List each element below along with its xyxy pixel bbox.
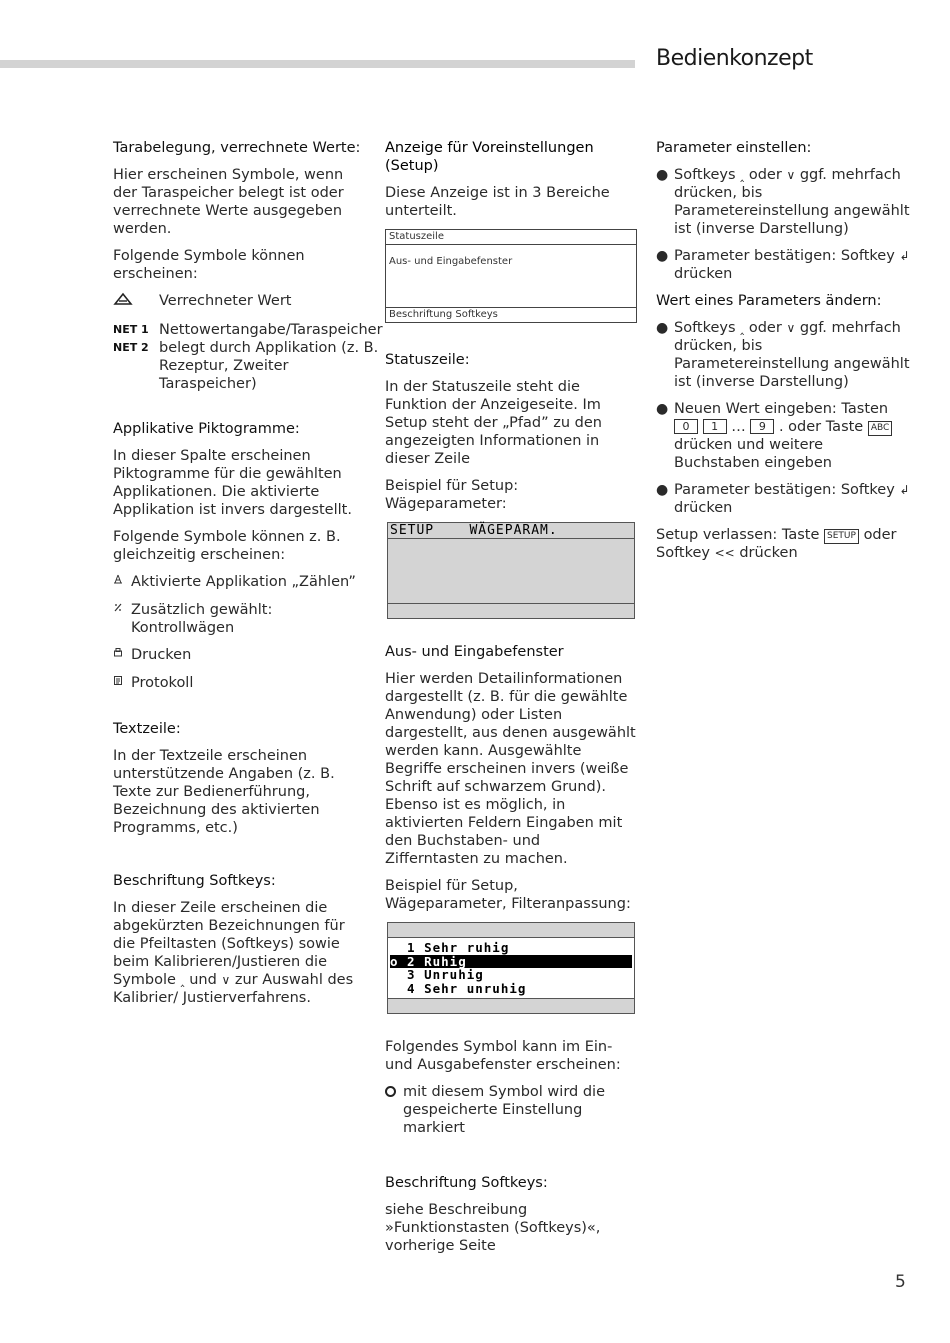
net1-icon: NET 1 (113, 323, 149, 336)
lcd-window (388, 539, 634, 604)
page-title: Bedienkonzept (656, 46, 813, 71)
pikto-item (113, 674, 363, 693)
symbol-net-label: Nettowertangabe/Taraspeicher belegt durch Applikation (z. B. Rezeptur, Zweiter Taraspeicher) (159, 322, 383, 392)
pikto-item-label: Protokoll (131, 675, 194, 691)
bullet-icon: ● (656, 248, 669, 264)
column-2 (385, 139, 638, 1264)
lcd-status-line: SETUP WÄGEPARAM. (388, 523, 634, 539)
symbol-verrechnet-row (113, 292, 363, 312)
tara-symbols-intro: Folgende Symbole können erscheinen: (113, 248, 305, 282)
checkweighing-icon (113, 601, 131, 620)
page-number: 5 (895, 1272, 906, 1292)
pikto-item-label: Zusätzlich gewählt: Kontrollwägen (131, 602, 273, 636)
calc-warning-icon (113, 292, 159, 312)
saved-setting-icon (385, 1083, 403, 1137)
counting-icon (113, 573, 131, 592)
key-1: 1 (703, 419, 727, 434)
key-9: 9 (750, 419, 774, 434)
bullet-item: ● Softkeys ‸ oder ∨ ggf. mehrfach drücken, bis Parametereinstellung angewählt ist (inverse Darstellung) (656, 167, 910, 237)
bullet-item: ● Softkeys ‸ oder ∨ ggf. mehrfach drücken, bis Parametereinstellung angewählt ist (inverse Darstellung) (656, 320, 910, 390)
lcd-list-item: 4 Sehr unruhig (390, 980, 527, 996)
textline-text: In der Textzeile erscheinen unterstützende Angaben (z. B. Texte zur Bedienerführung, Bezeichnung des aktivierten Programms, etc.) (113, 748, 335, 836)
bullet-icon: ● (656, 167, 669, 183)
tara-heading: Tarabelegung, verrechnete Werte: (113, 140, 361, 156)
symbol-text: mit diesem Symbol wird die gespeicherte Einstellung markiert (403, 1084, 605, 1136)
net2-icon: NET 2 (113, 341, 149, 354)
diagram-status: Statuszeile (389, 231, 444, 242)
lcd-status-line (388, 923, 634, 938)
key-dot: . (778, 419, 784, 435)
back-icon: << (714, 546, 735, 560)
lcd-softkeys (388, 998, 634, 1013)
symbol-net-row (113, 321, 383, 393)
diagram-window: Aus- und Eingabefenster (386, 244, 636, 308)
header-rule (0, 60, 635, 68)
pikto-item-label: Aktivierte Applikation „Zählen” (131, 574, 356, 590)
softkeys-heading: Beschriftung Softkeys: (113, 873, 276, 889)
enter-icon: ↲ (899, 483, 910, 497)
bullet-icon: ● (656, 320, 669, 336)
lcd-setup-example (387, 522, 635, 619)
pikto-item-label: Drucken (131, 647, 192, 663)
key-setup: SETUP (824, 529, 859, 544)
down-arrow-icon: ∨ (786, 168, 796, 182)
status-text: In der Statuszeile steht die Funktion der Anzeigeseite. Im Setup steht der „Pfad” zu den angezeigten Informationen in dieser Zeile (385, 379, 602, 467)
window-text: Hier werden Detailinformationen dargestellt (z. B. für die gewählte Anwendung) oder Listen dargestellt, aus denen ausgewählt werden kann. Ausgewählte Begriffe erscheinen invers (weiße Schrift auf schwarzem Grund). Ebenso ist es möglich, in aktivierten Feldern Eingaben mit den Buchstaben- und Zifferntasten zu machen. (385, 671, 636, 867)
param-heading: Parameter einstellen: (656, 140, 812, 156)
pikto-item (113, 601, 363, 637)
down-arrow-icon: ∨ (221, 973, 231, 987)
bullet-item: ● Parameter bestätigen: Softkey ↲ drücken (656, 248, 910, 282)
symbol-row (385, 1083, 638, 1137)
pikto-symbols-intro: Folgende Symbole können z. B. gleichzeitig erscheinen: (113, 529, 341, 563)
enter-icon: ↲ (899, 249, 910, 263)
protocol-icon (113, 674, 131, 693)
lcd-list-item-selected: o 2 Ruhig (390, 955, 632, 969)
print-icon (113, 646, 131, 665)
setup-intro: Diese Anzeige ist in 3 Bereiche unterteilt. (385, 185, 610, 219)
tara-text: Hier erscheinen Symbole, wenn der Taraspeicher belegt ist oder verrechnete Werte ausgegeben werden. (113, 167, 344, 237)
softkeys-text: In dieser Zeile erscheinen die abgekürzten Bezeichnungen für die Pfeiltasten (Softkeys) sowie beim Kalibrieren/Justieren die Symbole ‸ und ∨ zur Auswahl des Kalibrier/ Justierverfahrens. (113, 900, 354, 1006)
symbol-intro: Folgendes Symbol kann im Ein- und Ausgabefenster erscheinen: (385, 1039, 621, 1073)
bullet-item: ● Parameter bestätigen: Softkey ↲ drücken (656, 482, 910, 516)
pikto-text: In dieser Spalte erscheinen Piktogramme für die gewählten Applikationen. Die aktivierte Applikation ist invers dargestellt. (113, 448, 352, 518)
example1-label: Beispiel für Setup: Wägeparameter: (385, 478, 519, 512)
bullet-item: ● Neuen Wert eingeben: Tasten 0 1 … 9 . oder Taste ABC drücken und weitere Buchstaben eingeben (656, 400, 911, 472)
setup-heading: Anzeige für Voreinstellungen (Setup) (385, 140, 594, 174)
column-3 (656, 139, 911, 571)
pikto-item (113, 573, 363, 592)
net-symbols (113, 321, 159, 393)
symbol-verrechnet-label: Verrechneter Wert (159, 293, 292, 309)
display-areas-diagram (385, 229, 637, 323)
column-1 (113, 139, 383, 1016)
lcd-softkeys (388, 604, 634, 618)
lcd-list-item: 3 Unruhig (390, 967, 484, 982)
key-0: 0 (674, 419, 698, 434)
down-arrow-icon: ∨ (786, 321, 796, 335)
pikto-heading: Applikative Piktogramme: (113, 421, 300, 437)
exit-text: Setup verlassen: Taste SETUP oder Softkey << drücken (656, 527, 897, 561)
lcd-list-item: 1 Sehr ruhig (390, 940, 510, 955)
pikto-item (113, 646, 363, 665)
softkeys-text-2: siehe Beschreibung »Funktionstasten (Softkeys)«, vorherige Seite (385, 1202, 601, 1254)
value-heading: Wert eines Parameters ändern: (656, 293, 882, 309)
diagram-softkeys: Beschriftung Softkeys (389, 309, 498, 320)
example2-label: Beispiel für Setup, Wägeparameter, Filteranpassung: (385, 878, 631, 912)
bullet-icon: ● (656, 482, 669, 498)
window-heading: Aus- und Eingabefenster (385, 644, 564, 660)
key-abc: ABC (868, 421, 892, 436)
bullet-icon: ● (656, 401, 669, 417)
textline-heading: Textzeile: (113, 721, 181, 737)
up-arrow-icon: ‸ (740, 321, 745, 335)
up-arrow-icon: ‸ (740, 168, 745, 182)
softkeys-heading-2: Beschriftung Softkeys: (385, 1175, 548, 1191)
status-heading: Statuszeile: (385, 352, 470, 368)
up-arrow-icon: ‸ (180, 973, 185, 987)
lcd-filter-example (387, 922, 635, 1014)
